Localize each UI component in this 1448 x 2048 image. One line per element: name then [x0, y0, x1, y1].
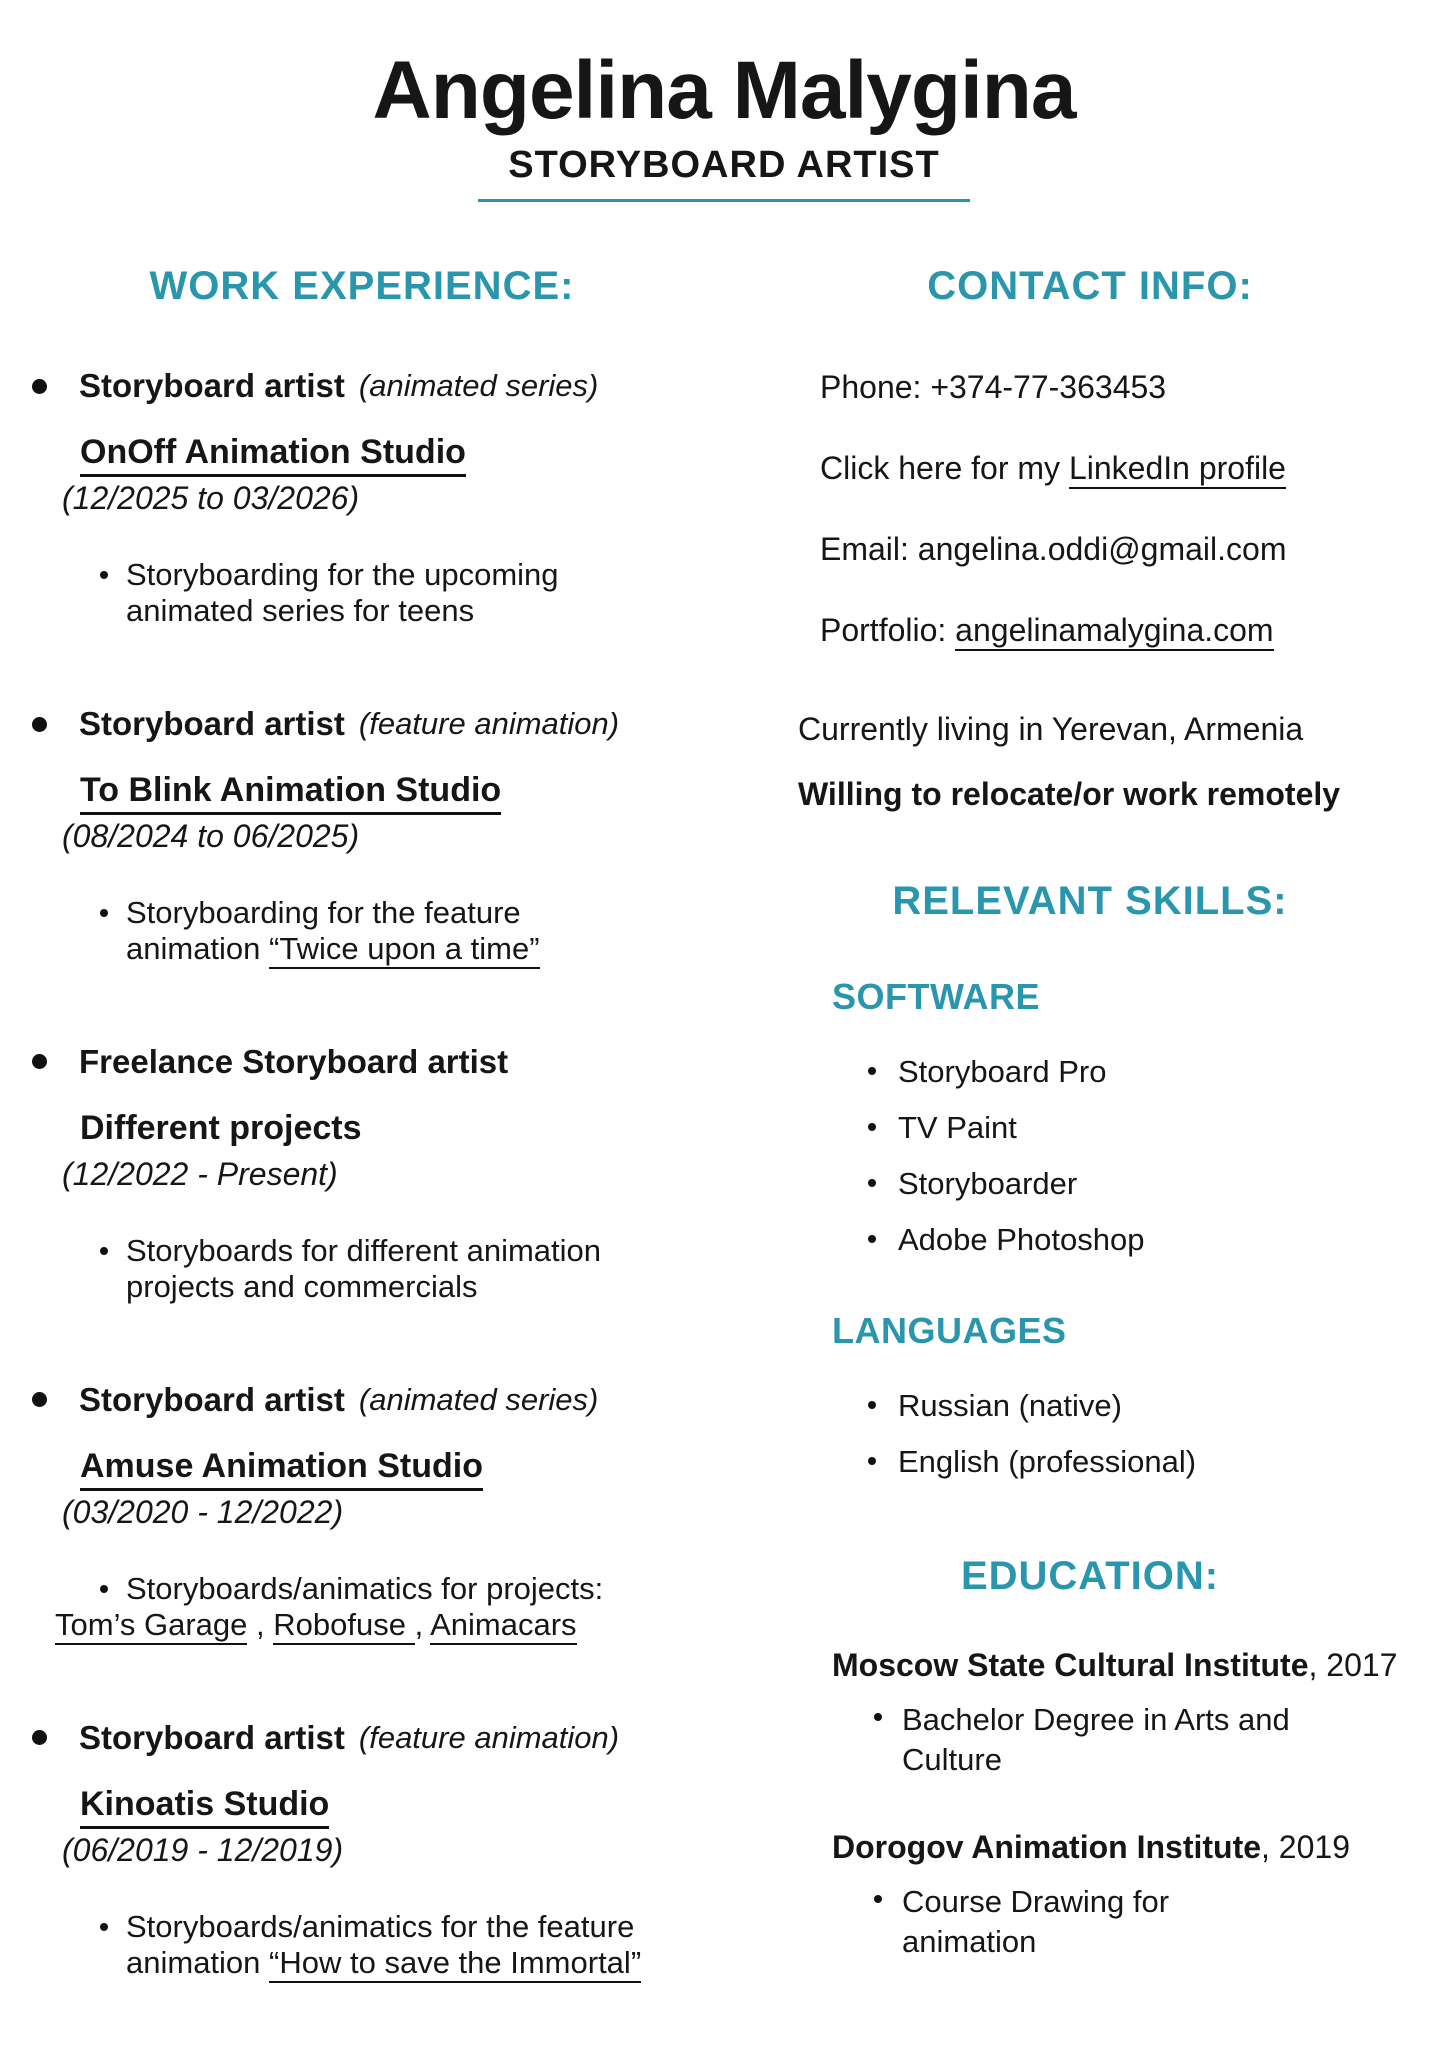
job-title: Storyboard artist — [79, 367, 345, 405]
bullet-dot — [32, 379, 47, 394]
bullet-dot — [874, 1713, 882, 1721]
software-heading: SOFTWARE — [832, 976, 1040, 1018]
software-item-label: Storyboarder — [898, 1166, 1078, 1202]
company-link[interactable]: Amuse Animation Studio — [80, 1447, 483, 1491]
separator: , — [414, 1606, 431, 1642]
bullet-dot — [868, 1179, 876, 1187]
school-name: Dorogov Animation Institute — [832, 1828, 1262, 1865]
software-item-label: Storyboard Pro — [898, 1054, 1107, 1090]
job-description-line: Storyboards/animatics for the feature — [126, 1908, 635, 1944]
job-description-line: animation — [126, 1944, 270, 1980]
portfolio-line — [820, 612, 1434, 649]
email-line: Email: angelina.oddi@gmail.com — [820, 531, 1287, 568]
software-item — [868, 1054, 1434, 1090]
job-description — [0, 895, 724, 967]
job-description — [0, 557, 724, 629]
job-dates: (03/2020 - 12/2022) — [62, 1493, 344, 1530]
relevant-skills-heading: RELEVANT SKILLS: — [892, 879, 1288, 924]
work-entry-toblink — [0, 705, 724, 967]
project-link[interactable]: “How to save the Immortal” — [269, 1945, 641, 1983]
company-name — [80, 433, 724, 472]
education-heading: EDUCATION: — [960, 1554, 1220, 1599]
phone-line: Phone: +374-77-363453 — [820, 369, 1167, 406]
software-item-label: TV Paint — [898, 1110, 1017, 1146]
software-item — [868, 1222, 1434, 1258]
software-item — [868, 1110, 1434, 1146]
linkedin-prefix: Click here for my — [820, 450, 1069, 487]
company-name — [80, 1785, 724, 1824]
job-description-line: Storyboarding for the upcoming — [126, 557, 559, 593]
bullet-dot — [100, 1923, 108, 1931]
education-entry — [832, 1647, 1434, 1781]
company-link[interactable]: Kinoatis Studio — [80, 1785, 329, 1829]
company-link[interactable]: To Blink Animation Studio — [80, 771, 501, 815]
relocation-note: Willing to relocate/or work remotely — [798, 776, 1341, 813]
role-title: STORYBOARD ARTIST — [478, 144, 970, 202]
job-title: Storyboard artist — [79, 1380, 345, 1418]
project-link[interactable]: Tom’s Garage — [55, 1607, 247, 1645]
job-title: Freelance Storyboard artist — [79, 1042, 509, 1080]
graduation-year: , 2019 — [1261, 1828, 1350, 1865]
job-description — [0, 1571, 724, 1643]
job-description-line: Storyboards/animatics for projects: — [126, 1570, 604, 1606]
content-columns — [0, 264, 1448, 1981]
bullet-dot — [874, 1895, 882, 1903]
job-description-line: Storyboarding for the feature — [126, 895, 521, 930]
linkedin-line — [820, 450, 1434, 487]
bullet-dot — [32, 1730, 47, 1745]
current-location: Currently living in Yerevan, Armenia — [798, 711, 1304, 748]
job-description — [0, 1233, 724, 1305]
job-description-line: animated series for teens — [126, 593, 475, 629]
person-name: Angelina Malygina — [372, 45, 1076, 136]
bullet-dot — [100, 1247, 108, 1255]
job-dates: (12/2022 - Present) — [62, 1155, 338, 1192]
languages-heading: LANGUAGES — [832, 1310, 1067, 1352]
bullet-dot — [868, 1067, 876, 1075]
portfolio-link[interactable]: angelinamalygina.com — [955, 612, 1273, 651]
job-dates: (12/2025 to 03/2026) — [62, 480, 360, 517]
company-name — [80, 1447, 724, 1486]
work-entry-onoff — [0, 367, 724, 629]
job-description-line: Storyboards for different animation — [126, 1232, 602, 1268]
degree-detail: Bachelor Degree in Arts and Culture — [902, 1702, 1290, 1778]
bullet-dot — [868, 1401, 876, 1409]
job-description-line: animation — [126, 930, 270, 966]
portfolio-prefix: Portfolio: — [820, 612, 956, 649]
bullet-dot — [32, 1392, 47, 1407]
contact-info-heading: CONTACT INFO: — [927, 264, 1253, 309]
school-name: Moscow State Cultural Institute — [832, 1647, 1309, 1684]
software-item-label: Adobe Photoshop — [898, 1222, 1145, 1258]
graduation-year: , 2017 — [1308, 1647, 1398, 1684]
degree-detail: Course Drawing for animation — [902, 1883, 1170, 1959]
info-column — [746, 264, 1434, 1962]
education-entry — [832, 1829, 1434, 1963]
bullet-dot — [100, 1585, 108, 1593]
language-item-label: English (professional) — [898, 1444, 1197, 1480]
separator: , — [247, 1606, 274, 1642]
job-title: Storyboard artist — [79, 1718, 345, 1756]
bullet-dot — [100, 909, 108, 917]
job-description-line: projects and commercials — [126, 1268, 478, 1304]
bullet-dot — [868, 1235, 876, 1243]
job-qualifier: (animated series) — [358, 1381, 599, 1417]
language-item — [868, 1444, 1434, 1480]
language-item — [868, 1388, 1434, 1424]
job-description — [0, 1909, 724, 1981]
job-qualifier: (feature animation) — [358, 706, 620, 741]
contact-block — [746, 369, 1434, 649]
work-experience-heading: WORK EXPERIENCE: — [149, 264, 575, 309]
company-name: Different projects — [80, 1108, 362, 1147]
work-experience-column — [0, 264, 724, 1981]
job-qualifier: (animated series) — [358, 368, 599, 404]
project-link[interactable]: Robofuse — [273, 1607, 414, 1645]
company-link[interactable]: OnOff Animation Studio — [80, 433, 466, 477]
header — [0, 0, 1448, 202]
project-link[interactable]: Animacars — [430, 1607, 576, 1645]
work-entry-freelance — [0, 1043, 724, 1305]
company-name — [80, 771, 724, 810]
bullet-dot — [32, 1054, 47, 1069]
languages-list — [746, 1388, 1434, 1480]
bullet-dot — [868, 1123, 876, 1131]
software-list — [746, 1054, 1434, 1258]
work-entry-kinoatis — [0, 1719, 724, 1981]
bullet-dot — [868, 1457, 876, 1465]
bullet-dot — [32, 717, 47, 732]
project-link[interactable]: “Twice upon a time” — [269, 931, 540, 969]
linkedin-link[interactable]: LinkedIn profile — [1069, 450, 1286, 489]
role-wrap — [0, 144, 1448, 202]
bullet-dot — [100, 571, 108, 579]
work-entry-amuse — [0, 1381, 724, 1643]
language-item-label: Russian (native) — [898, 1388, 1122, 1424]
job-title: Storyboard artist — [79, 705, 345, 742]
job-dates: (08/2024 to 06/2025) — [62, 818, 360, 854]
location-block — [746, 711, 1434, 813]
job-dates: (06/2019 - 12/2019) — [62, 1831, 344, 1868]
software-item — [868, 1166, 1434, 1202]
job-qualifier: (feature animation) — [358, 1719, 620, 1755]
